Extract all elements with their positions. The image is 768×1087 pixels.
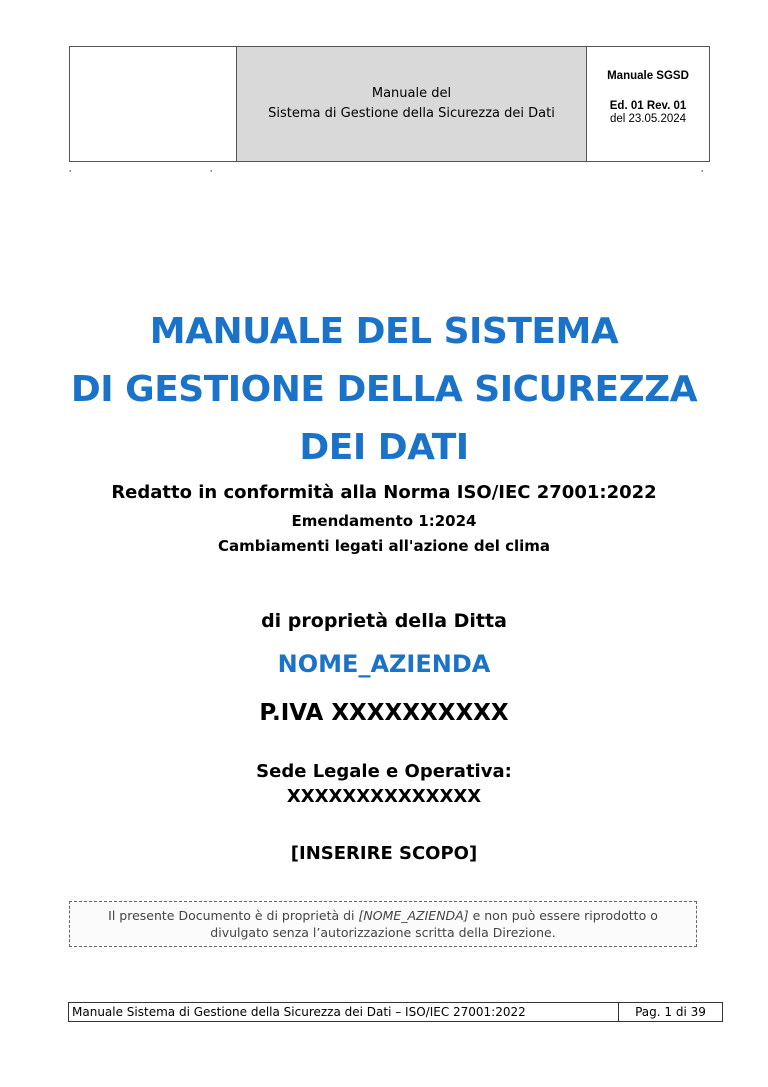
doc-code: Manuale SGSD xyxy=(607,70,689,82)
doc-date: del 23.05.2024 xyxy=(609,113,687,125)
cover-title-line3: DEI DATI xyxy=(299,427,469,468)
cover-amendment: Emendamento 1:2024 xyxy=(291,512,477,530)
cover-title-line1: MANUALE DEL SISTEMA xyxy=(149,311,619,352)
document-header xyxy=(69,46,710,162)
cover-amendment-desc: Cambiamenti legati all'azione del clima xyxy=(217,537,551,555)
notice-company: [NOME_AZIENDA] xyxy=(358,908,469,923)
vat-number: P.IVA XXXXXXXXXX xyxy=(259,700,509,726)
ownership-label: di proprietà della Ditta xyxy=(261,610,507,632)
footer-title: Manuale Sistema di Gestione della Sicurezza dei Dati – ISO/IEC 27001:2022 xyxy=(69,1003,619,1021)
scope-placeholder: [INSERIRE SCOPO] xyxy=(290,843,478,864)
notice-text-2: e non può essere riprodotto o xyxy=(468,908,658,923)
cover-title xyxy=(0,303,768,477)
header-title-line1: Manuale del xyxy=(371,86,452,101)
notice-text-3: divulgato senza l’autorizzazione scritta della Direzione. xyxy=(210,925,556,940)
divider-dot: ● xyxy=(210,168,213,173)
header-title-line2: Sistema di Gestione della Sicurezza dei Dati xyxy=(268,106,555,121)
page-number: Pag. 1 di 39 xyxy=(635,1005,706,1019)
logo-placeholder xyxy=(70,47,237,161)
cover-title-line2: DI GESTIONE DELLA SICUREZZA xyxy=(70,369,698,410)
header-title xyxy=(237,47,587,161)
company-name: NOME_AZIENDA xyxy=(277,650,491,678)
document-footer xyxy=(68,1002,723,1022)
header-meta xyxy=(587,47,709,161)
divider-dot: ● xyxy=(701,168,704,173)
cover-subtitle: Redatto in conformità alla Norma ISO/IEC 27001:2022 xyxy=(111,482,657,503)
notice-text-1: Il presente Documento è di proprietà di xyxy=(108,908,359,923)
site-value: XXXXXXXXXXXXXX xyxy=(286,786,482,807)
doc-edition: Ed. 01 Rev. 01 xyxy=(609,100,687,112)
site-label: Sede Legale e Operativa: xyxy=(256,761,512,782)
divider-dot: ● xyxy=(69,168,72,173)
ownership-notice xyxy=(69,901,697,947)
